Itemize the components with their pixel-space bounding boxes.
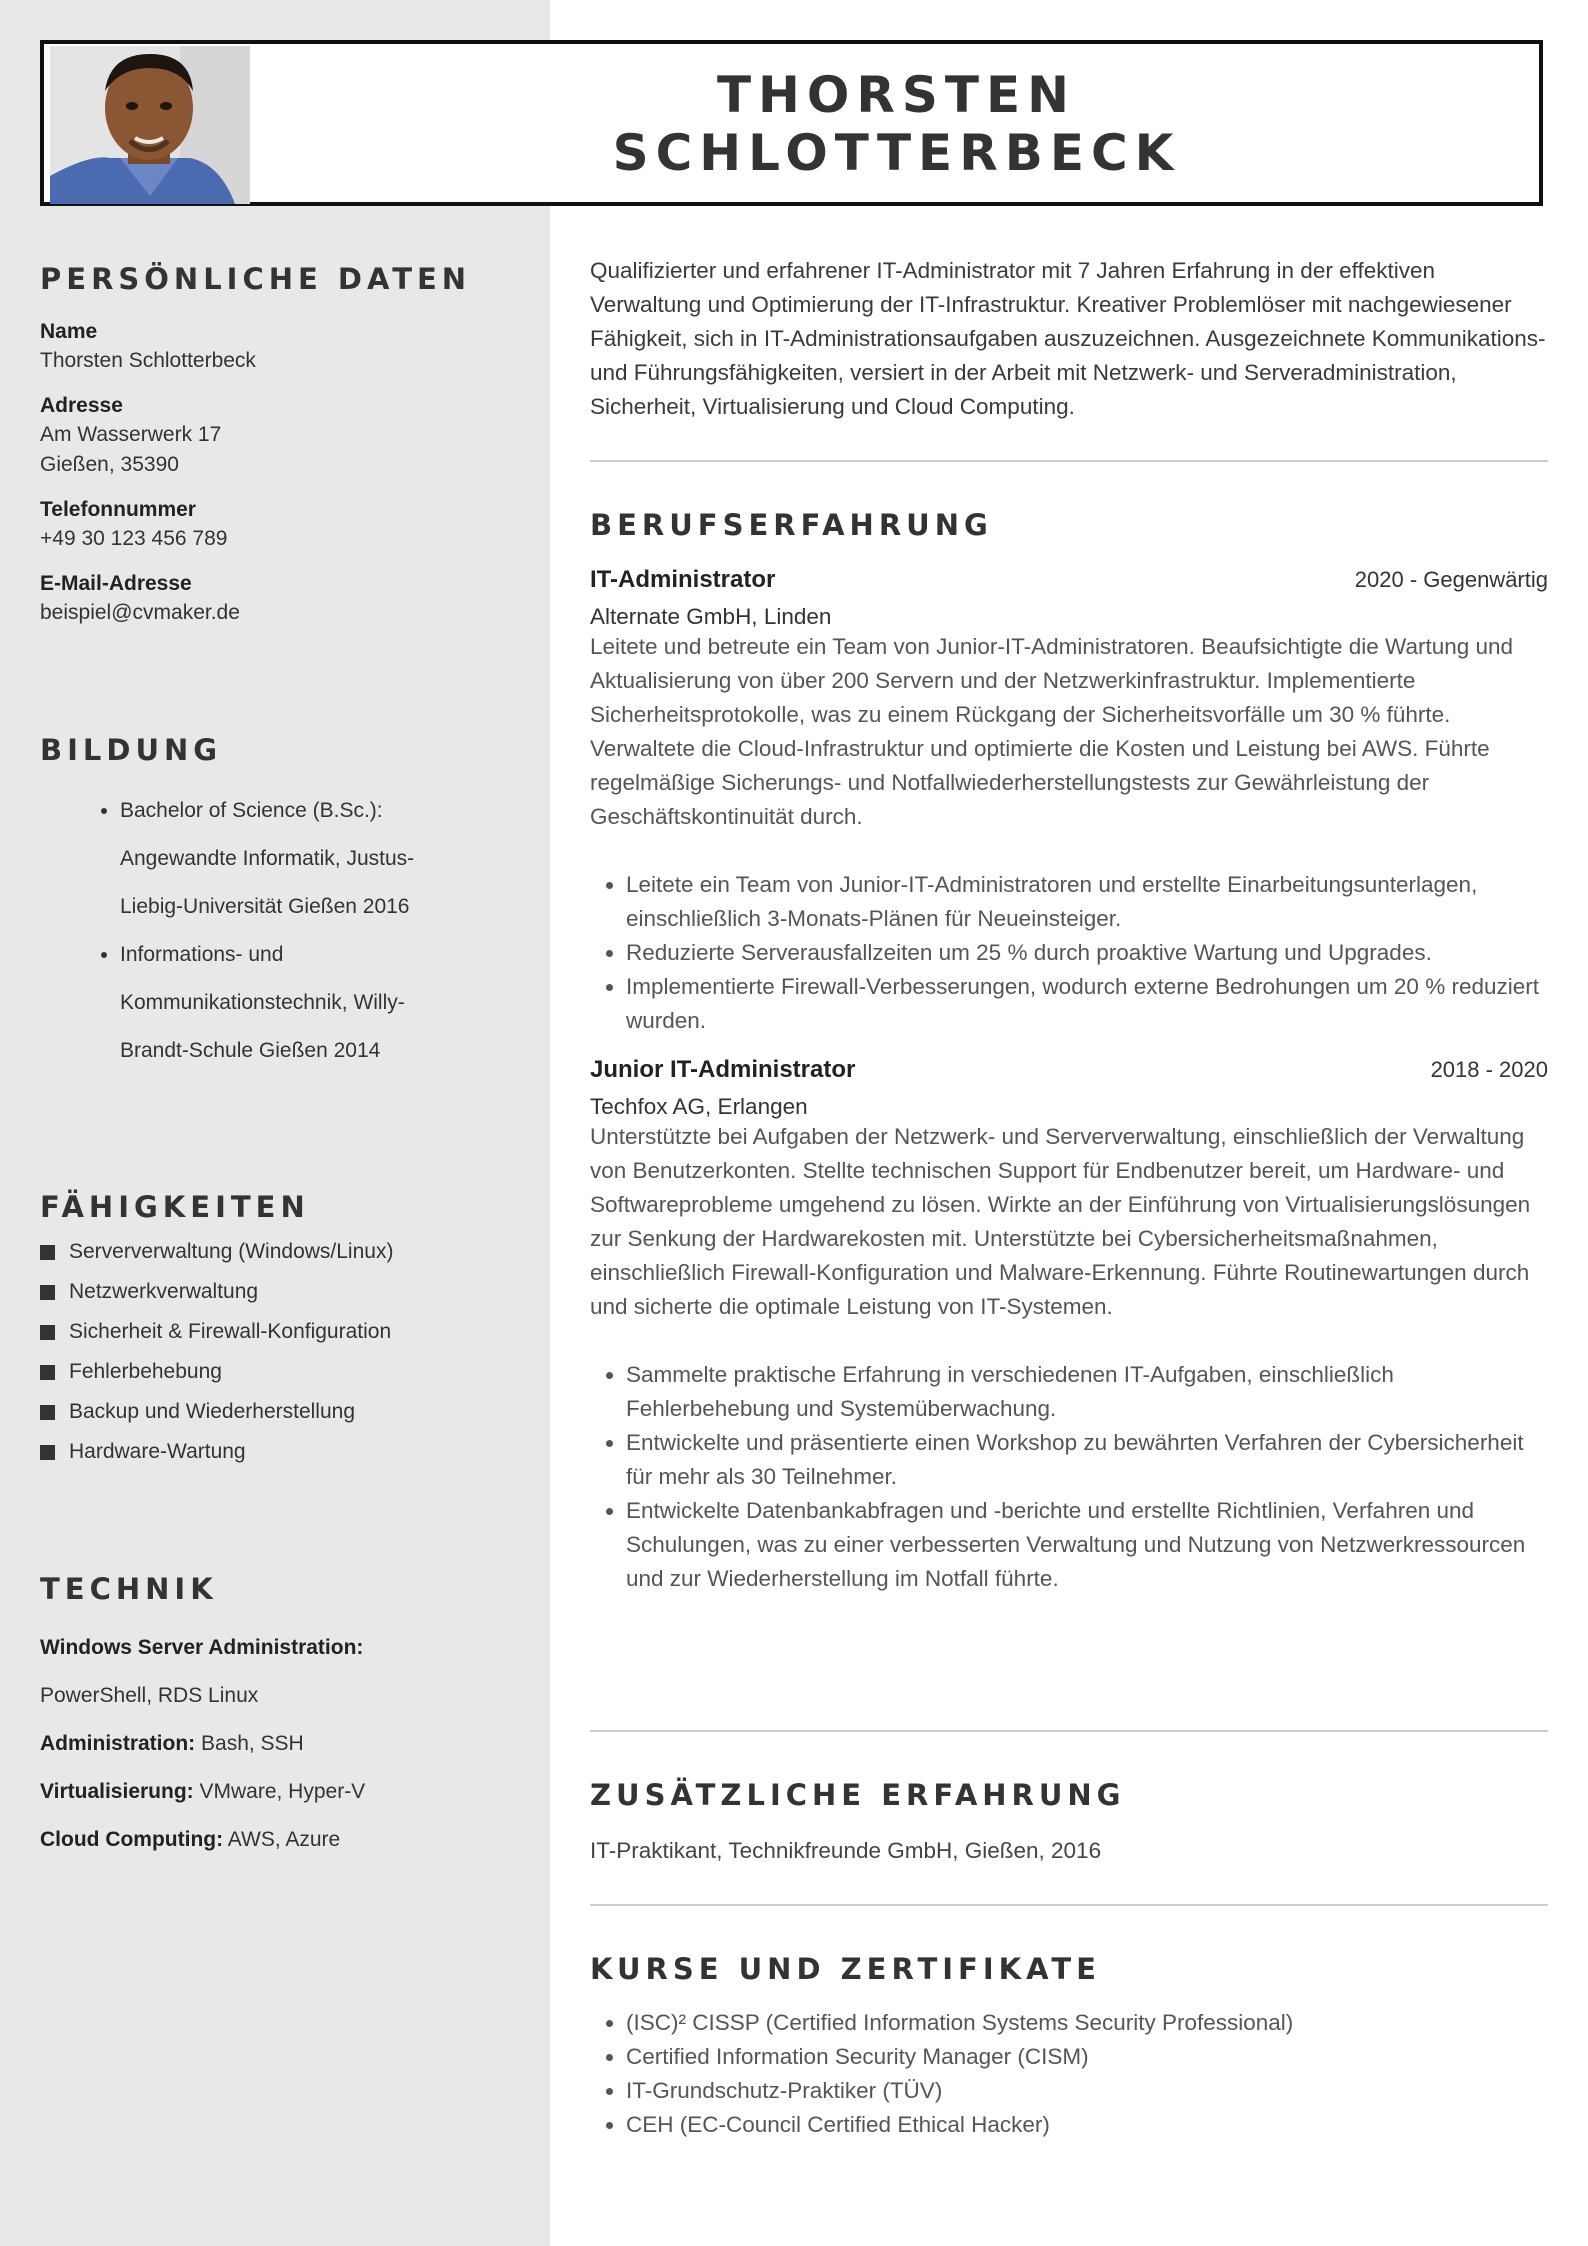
square-bullet-icon	[40, 1325, 55, 1340]
job-bullet: • Entwickelte Datenbankabfragen und -berichte und erstellte Richtlinien, Verfahren und Schulungen, was zu einer verbesserten Verwaltung und Nutzung von Netzwerkressourcen und zur Wiederherstellung im Notfall führte.	[626, 1494, 1548, 1596]
full-name	[254, 66, 1539, 182]
personal-data-section	[40, 262, 510, 644]
summary-section	[590, 254, 1548, 424]
summary-text: Qualifizierter und erfahrener IT-Administrator mit 7 Jahren Erfahrung in der effektiven Verwaltung und Optimierung der IT-Infrastruktur. Kreativer Problemlöser mit nachgewiesener Fähigkeit, sich in IT-Administrationsaufgaben auszuzeichnen. Ausgezeichnete Kommunikations- und Führungsfähigkeiten, versiert in der Arbeit mit Netzwerk- und Serveradministration, Sicherheit, Virtualisierung und Cloud Computing.	[590, 258, 1546, 419]
job-description: Leitete und betreute ein Team von Junior-IT-Administratoren. Beaufsichtigte die Wartung und Aktualisierung von über 200 Servern und der Netzwerkinfrastruktur. Implementierte Sicherheitsprotokolle, was zu einem Rückgang der Sicherheitsvorfälle um 30 % führte. Verwaltete die Cloud-Infrastruktur und optimierte die Kosten und Leistung bei AWS. Führte regelmäßige Sicherungs- und Notfallwiederherstellungstests zur Gewährleistung der Geschäftskontinuität durch.	[590, 634, 1514, 829]
job-header	[590, 566, 1548, 594]
skill-item	[40, 1392, 510, 1432]
email-value[interactable]: beispiel@cvmaker.de	[40, 601, 240, 624]
education-section	[40, 733, 510, 1075]
tech-category: Administration:	[40, 1732, 196, 1755]
education-item	[120, 787, 510, 931]
skill-label: Netzwerkverwaltung	[69, 1280, 259, 1303]
tech-value: Bash, SSH	[195, 1732, 304, 1755]
experience-section	[590, 508, 1548, 1596]
additional-experience-title: ZUSÄTZLICHE ERFAHRUNG	[590, 1778, 1126, 1812]
name-label: Name	[40, 320, 98, 343]
skills-list	[40, 1232, 510, 1472]
education-title: BILDUNG	[40, 733, 223, 767]
portrait-image	[50, 46, 250, 204]
job-bullets	[590, 868, 1548, 1038]
phone-label: Telefonnummer	[40, 498, 196, 521]
experience-title: BERUFSERFAHRUNG	[590, 508, 993, 542]
job-title: IT-Administrator	[590, 566, 776, 593]
education-list	[120, 787, 510, 1075]
skill-label: Serververwaltung (Windows/Linux)	[69, 1240, 394, 1263]
technik-section	[40, 1572, 510, 1864]
skill-item	[40, 1352, 510, 1392]
first-name: THORSTEN	[716, 66, 1077, 124]
square-bullet-icon	[40, 1245, 55, 1260]
skill-label: Hardware-Wartung	[69, 1440, 246, 1463]
square-bullet-icon	[40, 1365, 55, 1380]
job-header	[590, 1056, 1548, 1084]
avatar	[50, 46, 250, 204]
name-field	[40, 318, 510, 376]
divider	[590, 1904, 1548, 1906]
job-entry	[590, 566, 1548, 1038]
skill-item	[40, 1272, 510, 1312]
education-item-line: Informations- und	[120, 943, 284, 966]
divider	[590, 1730, 1548, 1732]
email-label: E-Mail-Adresse	[40, 572, 192, 595]
job-bullet: • Implementierte Firewall-Verbesserungen, wodurch externe Bedrohungen um 20 % reduziert wurden.	[626, 970, 1548, 1038]
education-item	[120, 931, 510, 1075]
skills-section	[40, 1190, 510, 1472]
address-field	[40, 392, 510, 480]
skill-item	[40, 1312, 510, 1352]
skill-item	[40, 1232, 510, 1272]
name-value: Thorsten Schlotterbeck	[40, 349, 256, 372]
tech-line	[40, 1720, 510, 1768]
job-bullets	[590, 1358, 1548, 1596]
skills-title: FÄHIGKEITEN	[40, 1190, 310, 1224]
address-label: Adresse	[40, 394, 123, 417]
square-bullet-icon	[40, 1285, 55, 1300]
email-field	[40, 570, 510, 628]
job-entry	[590, 1056, 1548, 1596]
technik-title: TECHNIK	[40, 1572, 218, 1606]
address-line1: Am Wasserwerk 17	[40, 423, 222, 446]
job-description: Unterstützte bei Aufgaben der Netzwerk- und Serververwaltung, einschließlich der Verwaltung von Benutzerkonten. Stellte technischen Support für Endbenutzer bereit, um Hardware- und Softwareprobleme umgehend zu lösen. Wirkte an der Einführung von Virtualisierungslösungen zur Senkung der Hardwarekosten mit. Unterstützte bei Cybersicherheitsmaßnahmen, einschließlich Firewall-Konfiguration und Malware-Erkennung. Führte Routinewartungen durch und sicherte die optimale Leistung von IT-Systemen.	[590, 1124, 1531, 1319]
skill-item	[40, 1432, 510, 1472]
phone-value: +49 30 123 456 789	[40, 527, 228, 550]
job-company: Techfox AG, Erlangen	[590, 1094, 808, 1119]
tech-value: AWS, Azure	[223, 1828, 341, 1851]
additional-experience-text: IT-Praktikant, Technikfreunde GmbH, Gießen, 2016	[590, 1838, 1102, 1863]
job-company: Alternate GmbH, Linden	[590, 604, 832, 629]
skill-label: Fehlerbehebung	[69, 1360, 222, 1383]
phone-field	[40, 496, 510, 554]
personal-data-title: PERSÖNLICHE DATEN	[40, 262, 472, 296]
job-bullet: • Sammelte praktische Erfahrung in verschiedenen IT-Aufgaben, einschließlich Fehlerbehebung und Systemüberwachung.	[626, 1358, 1548, 1426]
courses-section	[590, 1952, 1548, 2142]
address-line2: Gießen, 35390	[40, 453, 179, 476]
square-bullet-icon	[40, 1405, 55, 1420]
job-title: Junior IT-Administrator	[590, 1056, 856, 1083]
courses-list	[590, 2006, 1548, 2142]
square-bullet-icon	[40, 1445, 55, 1460]
education-item-line: Angewandte Informatik, Justus-	[120, 847, 415, 870]
tech-category: Virtualisierung:	[40, 1780, 194, 1803]
tech-line	[40, 1624, 510, 1672]
job-date: 2018 - 2020	[1430, 1057, 1548, 1082]
education-item-line: Kommunikationstechnik, Willy-	[120, 991, 405, 1014]
job-bullet: • Entwickelte und präsentierte einen Workshop zu bewährten Verfahren der Cybersicherheit für mehr als 30 Teilnehmer.	[626, 1426, 1548, 1494]
job-date: 2020 - Gegenwärtig	[1354, 567, 1548, 592]
tech-line: PowerShell, RDS Linux	[40, 1684, 259, 1707]
course-item: • IT-Grundschutz-Praktiker (TÜV)	[626, 2074, 1548, 2108]
tech-category: Cloud Computing:	[40, 1828, 224, 1851]
header	[40, 40, 1543, 206]
course-item: • CEH (EC-Council Certified Ethical Hacker)	[626, 2108, 1548, 2142]
job-bullet: • Leitete ein Team von Junior-IT-Administratoren und erstellte Einarbeitungsunterlagen, einschließlich 3-Monats-Plänen für Neueinsteiger.	[626, 868, 1548, 936]
course-item: • (ISC)² CISSP (Certified Information Systems Security Professional)	[626, 2006, 1548, 2040]
education-item-line: Liebig-Universität Gießen 2016	[120, 895, 410, 918]
tech-line	[40, 1768, 510, 1816]
job-bullet: • Reduzierte Serverausfallzeiten um 25 % durch proaktive Wartung und Upgrades.	[626, 936, 1548, 970]
divider	[590, 460, 1548, 462]
additional-experience-section	[590, 1778, 1548, 1864]
tech-line	[40, 1816, 510, 1864]
skill-label: Sicherheit & Firewall-Konfiguration	[69, 1320, 392, 1343]
education-item-line: Bachelor of Science (B.Sc.):	[120, 799, 383, 822]
course-item: • Certified Information Security Manager (CISM)	[626, 2040, 1548, 2074]
skill-label: Backup und Wiederherstellung	[69, 1400, 356, 1423]
tech-value: VMware, Hyper-V	[193, 1780, 366, 1803]
courses-title: KURSE UND ZERTIFIKATE	[590, 1952, 1101, 1986]
last-name: SCHLOTTERBECK	[612, 124, 1181, 182]
tech-category: Windows Server Administration:	[40, 1636, 364, 1659]
education-item-line: Brandt-Schule Gießen 2014	[120, 1039, 381, 1062]
